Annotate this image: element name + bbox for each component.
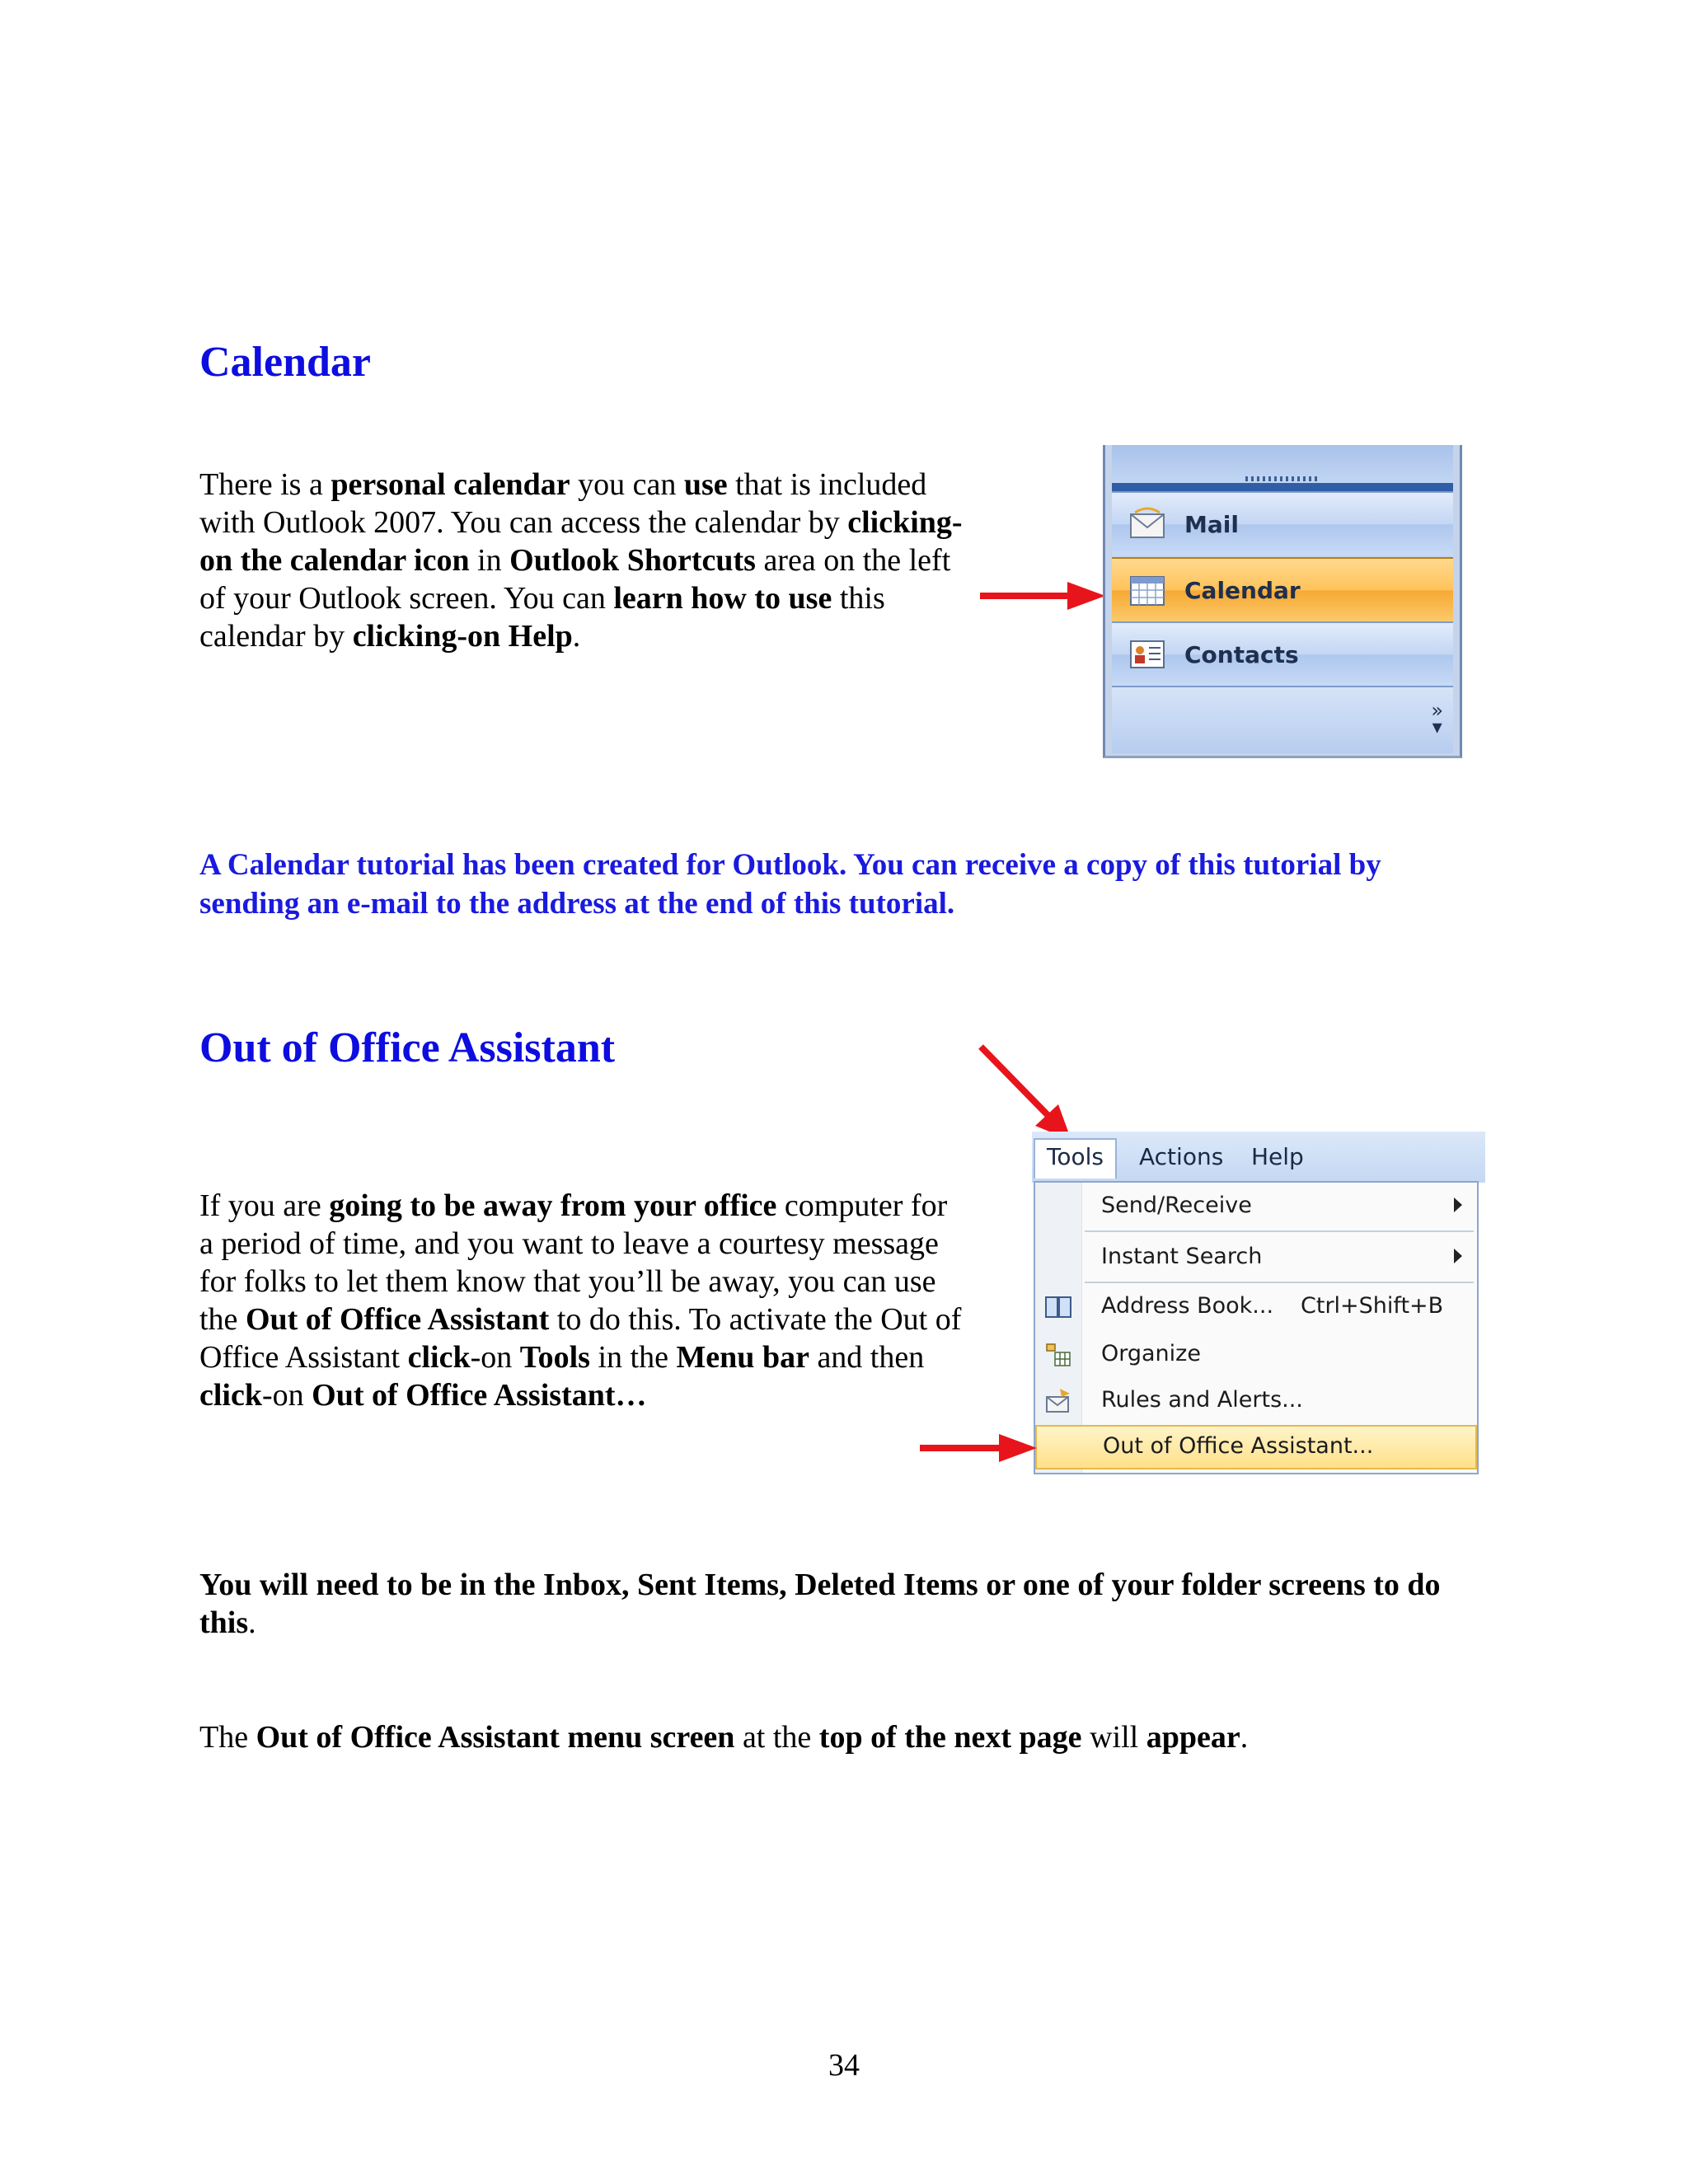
menu-item-label: Address Book... [1101,1293,1274,1319]
calendar-icon [1128,572,1166,608]
ooo-paragraph: If you are going to be away from your office computer for a period of time, and you want to leave a courtesy message for folks to let them know that you’ll be away, you can use the Out of Office Assistant to do this. To activate the Out of Office Assistant click-on Tools in the Menu bar and then click-on Out of Office Assistant… [199,1188,962,1413]
calendar-tutorial-note: A Calendar tutorial has been created for Outlook. You can receive a copy of this tutorial by sending an e-mail to the address at the end of this tutorial. [199,848,1381,921]
menu-actions[interactable]: Actions [1139,1143,1224,1170]
menu-separator [1085,1282,1474,1283]
menu-item-label: Rules and Alerts... [1101,1387,1303,1413]
menu-item-label: Organize [1101,1341,1201,1366]
submenu-arrow-icon [1454,1249,1462,1263]
tools-dropdown [1034,1181,1479,1474]
organize-icon [1043,1341,1073,1369]
tools-menu-screenshot [1032,1132,1485,1479]
address-book-icon [1043,1293,1073,1321]
rules-alerts-icon [1043,1387,1073,1415]
nav-button-label: Contacts [1184,641,1299,668]
calendar-paragraph: There is a personal calendar you can use that is included with Outlook 2007. You can access the calendar by clicking-on the calendar icon in Outlook Shortcuts area on the left of your Outlook screen. You can learn how to use this calendar by clicking-on Help. [199,467,963,654]
nav-button-mail[interactable] [1112,491,1453,555]
arrow-to-out-of-office-icon [917,1429,1040,1467]
configure-buttons-chevron-icon[interactable]: » ▾ [1431,699,1443,738]
menu-item-rules-and-alerts[interactable] [1035,1379,1477,1425]
menu-item-address-book[interactable] [1035,1285,1477,1331]
menu-item-out-of-office-assistant[interactable] [1035,1425,1477,1469]
out-of-office-heading: Out of Office Assistant [199,1024,616,1071]
nav-pane-splitter[interactable] [1112,445,1453,491]
outlook-navigation-pane [1103,445,1462,758]
folder-requirement-note: You will need to be in the Inbox, Sent Items, Deleted Items or one of your folder screens to do this. [199,1568,1441,1640]
arrow-to-calendar-icon [977,577,1109,615]
menu-item-send-receive[interactable] [1035,1184,1477,1230]
menu-item-organize[interactable] [1035,1333,1477,1379]
nav-button-contacts[interactable] [1112,621,1453,686]
nav-button-label: Mail [1184,511,1239,538]
mail-envelope-icon [1128,506,1166,542]
menu-item-shortcut: Ctrl+Shift+B [1301,1293,1444,1319]
menu-item-label: Send/Receive [1101,1193,1252,1218]
calendar-heading: Calendar [199,339,371,386]
next-page-sentence: The Out of Office Assistant menu screen at the top of the next page will appear. [199,1720,1249,1755]
menu-separator [1085,1230,1474,1232]
nav-pane-overflow [1112,686,1453,753]
menu-item-instant-search[interactable] [1035,1235,1477,1282]
nav-button-calendar[interactable] [1112,557,1453,621]
menu-tools[interactable]: Tools [1034,1138,1117,1179]
page-number: 34 [828,2048,860,2083]
menu-item-label: Out of Office Assistant... [1103,1433,1374,1459]
contact-card-icon [1128,636,1166,673]
submenu-arrow-icon [1454,1197,1462,1212]
menu-item-label: Instant Search [1101,1244,1263,1269]
splitter-grip-icon [1245,476,1320,481]
nav-button-label: Calendar [1184,577,1301,604]
menu-help[interactable]: Help [1251,1143,1304,1170]
menu-bar [1032,1132,1485,1183]
